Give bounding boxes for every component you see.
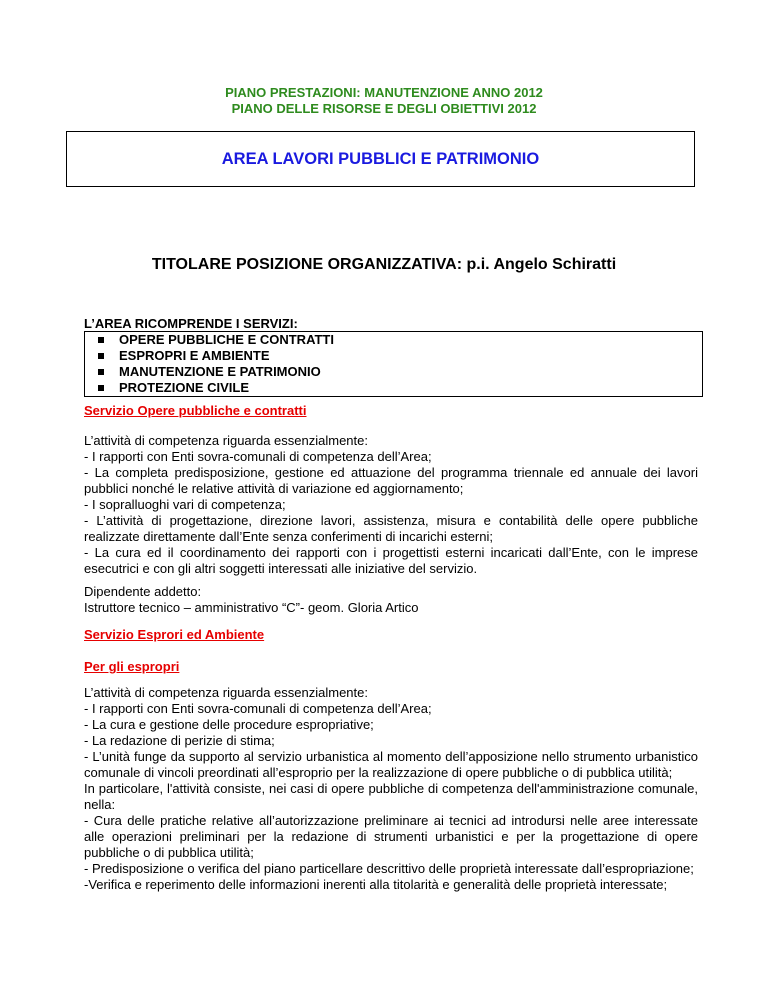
titolare-heading: TITOLARE POSIZIONE ORGANIZZATIVA: p.i. Angelo Schiratti <box>151 256 617 273</box>
square-bullet-icon <box>98 369 104 375</box>
paragraph: - La cura e gestione delle procedure espropriative; <box>84 717 374 732</box>
area-title: AREA LAVORI PUBBLICI E PATRIMONIO <box>221 150 540 168</box>
services-box <box>84 331 703 397</box>
staff-name: Istruttore tecnico – amministrativo “C”- geom. Gloria Artico <box>84 600 419 615</box>
paragraph: - I rapporti con Enti sovra-comunali di competenza dell’Area; <box>84 701 432 716</box>
section1-staff <box>84 584 698 616</box>
square-bullet-icon <box>98 337 104 343</box>
square-bullet-icon <box>98 385 104 391</box>
section2-body <box>84 685 698 893</box>
paragraph: - I sopralluoghi vari di competenza; <box>84 497 286 512</box>
paragraph: - La completa predisposizione, gestione ed attuazione del programma triennale ed annuale dei lavori pubblici nonché le relative attività di variazione ed aggiornamento; <box>84 465 698 496</box>
paragraph: - Predisposizione o verifica del piano particellare descrittivo delle proprietà interessate dall’espropriazione; <box>84 861 694 876</box>
header-line-1: PIANO PRESTAZIONI: MANUTENZIONE ANNO 2012 <box>225 85 543 100</box>
paragraph: - L’unità funge da supporto al servizio urbanistica al momento dell’apposizione nello strumento urbanistico comunale di vincoli preordinati all’esproprio per la realizzazione di opere pubbliche o di pubblica utilità; <box>84 749 698 780</box>
paragraph: In particolare, l'attività consiste, nei casi di opere pubbliche di competenza dell'amministrazione comunale, nella: <box>84 781 698 812</box>
square-bullet-icon <box>98 353 104 359</box>
area-title-box <box>66 131 695 187</box>
staff-label: Dipendente addetto: <box>84 584 202 599</box>
services-list <box>95 332 334 396</box>
list-item: ESPROPRI E AMBIENTE <box>95 348 334 364</box>
paragraph: - L’attività di progettazione, direzione lavori, assistenza, misura e contabilità delle opere pubbliche realizzate direttamente dall’Ente senza conferimenti di incarichi esterni; <box>84 513 698 544</box>
section1-heading: Servizio Opere pubbliche e contratti <box>84 403 307 418</box>
section2-heading: Servizio Esprori ed Ambiente <box>84 627 265 642</box>
services-intro: L’AREA RICOMPRENDE I SERVIZI: <box>84 316 298 331</box>
paragraph: - La redazione di perizie di stima; <box>84 733 275 748</box>
paragraph: - La cura ed il coordinamento dei rapporti con i progettisti esterni incaricati dall’Ente, con le imprese esecutrici e con gli altri soggetti interessati alle iniziative del servizio. <box>84 545 698 576</box>
paragraph: - I rapporti con Enti sovra-comunali di competenza dell’Area; <box>84 449 432 464</box>
section2-subheading: Per gli espropri <box>84 659 180 674</box>
paragraph: L’attività di competenza riguarda essenzialmente: <box>84 685 368 700</box>
header-line-2: PIANO DELLE RISORSE E DEGLI OBIETTIVI 2012 <box>231 101 537 116</box>
list-item: PROTEZIONE CIVILE <box>95 380 334 396</box>
paragraph: L’attività di competenza riguarda essenzialmente: <box>84 433 368 448</box>
list-item: OPERE PUBBLICHE E CONTRATTI <box>95 332 334 348</box>
list-item: MANUTENZIONE E PATRIMONIO <box>95 364 334 380</box>
paragraph: -Verifica e reperimento delle informazioni inerenti alla titolarità e generalità delle proprietà interessate; <box>84 877 668 892</box>
paragraph: - Cura delle pratiche relative all’autorizzazione preliminare ai tecnici ad introdursi nelle aree interessate alle operazioni preliminari per la redazione di strumenti urbanistici e per la progettazione di opere pubbliche o di pubblica utilità; <box>84 813 698 860</box>
section1-body <box>84 433 698 577</box>
